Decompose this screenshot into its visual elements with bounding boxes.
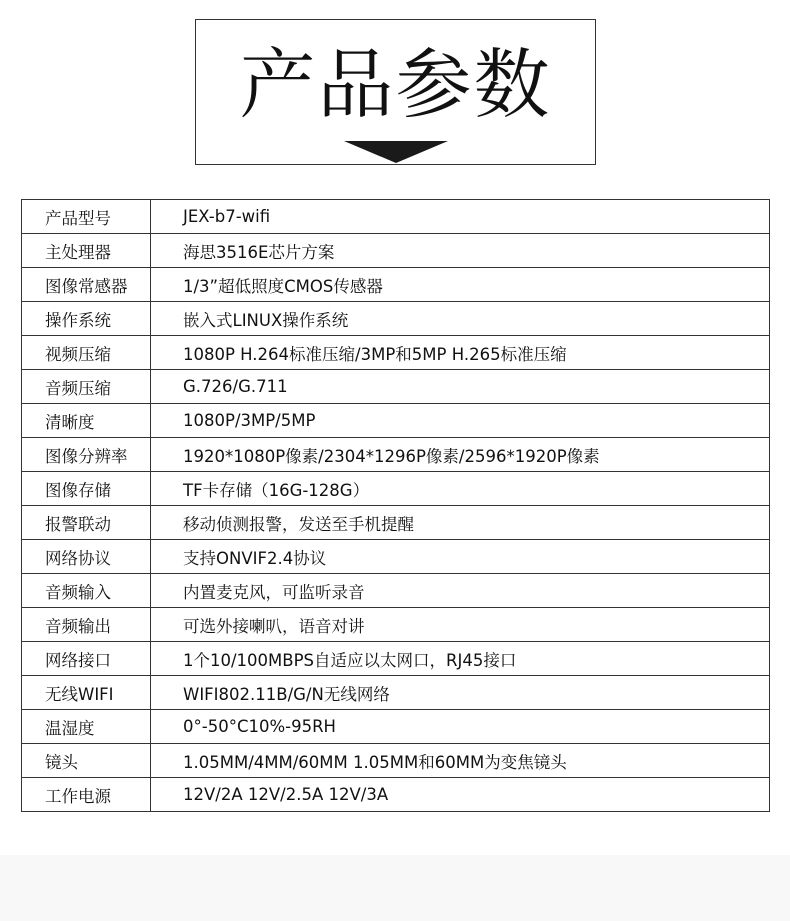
table-row bbox=[22, 302, 770, 336]
spec-label: 音频输入 bbox=[22, 574, 151, 608]
table-row bbox=[22, 234, 770, 268]
spec-label: 主处理器 bbox=[22, 234, 151, 268]
spec-value: 1/3”超低照度CMOS传感器 bbox=[151, 268, 770, 302]
title-box bbox=[195, 19, 596, 165]
spec-value: 1个10/100MBPS自适应以太网口，RJ45接口 bbox=[151, 642, 770, 676]
table-row bbox=[22, 676, 770, 710]
table-row bbox=[22, 642, 770, 676]
table-row bbox=[22, 608, 770, 642]
spec-value: 0°-50°C10%-95RH bbox=[151, 710, 770, 744]
spec-table-body bbox=[22, 200, 770, 812]
spec-value: 可选外接喇叭，语音对讲 bbox=[151, 608, 770, 642]
spec-label: 音频压缩 bbox=[22, 370, 151, 404]
spec-table bbox=[21, 199, 770, 812]
spec-label: 镜头 bbox=[22, 744, 151, 778]
spec-value: 1.05MM/4MM/60MM 1.05MM和60MM为变焦镜头 bbox=[151, 744, 770, 778]
spec-value: 嵌入式LINUX操作系统 bbox=[151, 302, 770, 336]
spec-value: 1080P/3MP/5MP bbox=[151, 404, 770, 438]
page-title: 产品参数 bbox=[239, 40, 552, 129]
footer-band bbox=[0, 855, 790, 921]
spec-label: 网络接口 bbox=[22, 642, 151, 676]
spec-value: G.726/G.711 bbox=[151, 370, 770, 404]
spec-value: JEX-b7-wifi bbox=[151, 200, 770, 234]
table-row bbox=[22, 506, 770, 540]
spec-label: 音频输出 bbox=[22, 608, 151, 642]
table-row bbox=[22, 404, 770, 438]
table-row bbox=[22, 574, 770, 608]
spec-label: 报警联动 bbox=[22, 506, 151, 540]
table-row bbox=[22, 778, 770, 812]
table-row bbox=[22, 744, 770, 778]
table-row bbox=[22, 710, 770, 744]
spec-label: 产品型号 bbox=[22, 200, 151, 234]
spec-value: TF卡存储（16G-128G） bbox=[151, 472, 770, 506]
spec-value: 内置麦克风，可监听录音 bbox=[151, 574, 770, 608]
spec-value: 移动侦测报警，发送至手机提醒 bbox=[151, 506, 770, 540]
spec-label: 操作系统 bbox=[22, 302, 151, 336]
spec-label: 温湿度 bbox=[22, 710, 151, 744]
spec-value: 1080P H.264标准压缩/3MP和5MP H.265标准压缩 bbox=[151, 336, 770, 370]
spec-label: 图像分辨率 bbox=[22, 438, 151, 472]
spec-label: 工作电源 bbox=[22, 778, 151, 812]
spec-value: 12V/2A 12V/2.5A 12V/3A bbox=[151, 778, 770, 812]
spec-value: 1920*1080P像素/2304*1296P像素/2596*1920P像素 bbox=[151, 438, 770, 472]
spec-label: 视频压缩 bbox=[22, 336, 151, 370]
table-row bbox=[22, 370, 770, 404]
spec-label: 清晰度 bbox=[22, 404, 151, 438]
table-row bbox=[22, 540, 770, 574]
spec-value: 海思3516E芯片方案 bbox=[151, 234, 770, 268]
table-row bbox=[22, 438, 770, 472]
spec-label: 图像存储 bbox=[22, 472, 151, 506]
spec-label: 网络协议 bbox=[22, 540, 151, 574]
spec-value: 支持ONVIF2.4协议 bbox=[151, 540, 770, 574]
arrow-down-icon bbox=[344, 141, 448, 163]
table-row bbox=[22, 472, 770, 506]
table-row bbox=[22, 268, 770, 302]
spec-label: 无线WIFI bbox=[22, 676, 151, 710]
spec-value: WIFI802.11B/G/N无线网络 bbox=[151, 676, 770, 710]
table-row bbox=[22, 200, 770, 234]
table-row bbox=[22, 336, 770, 370]
spec-label: 图像常感器 bbox=[22, 268, 151, 302]
